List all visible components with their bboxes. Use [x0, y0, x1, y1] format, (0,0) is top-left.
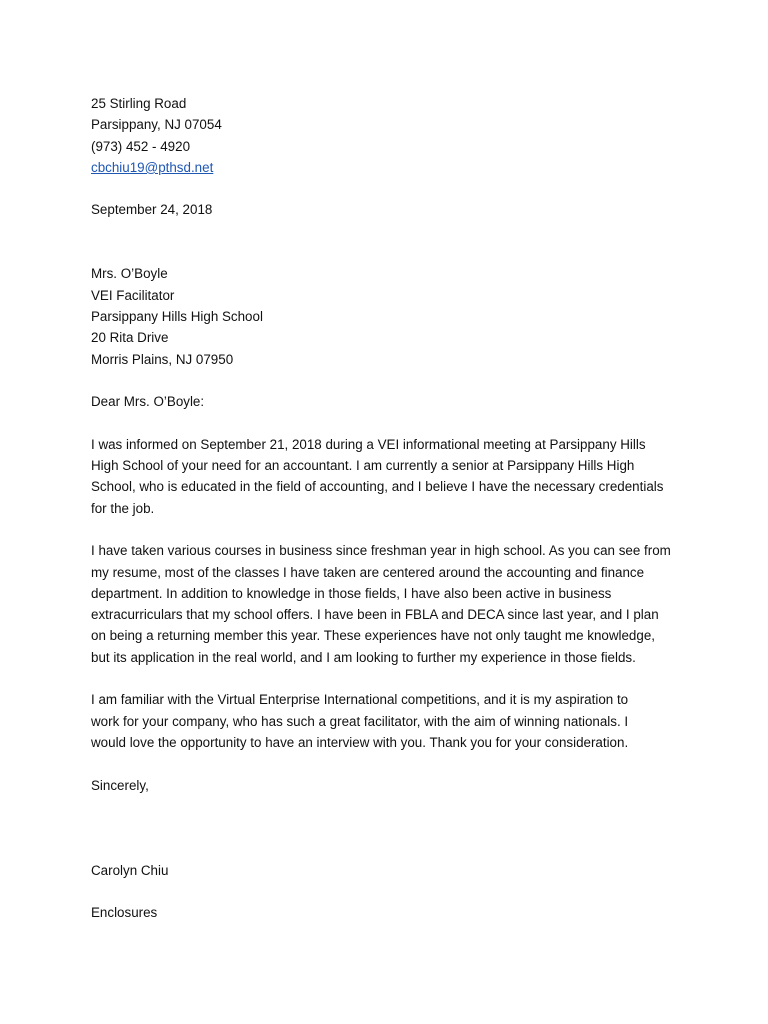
salutation: Dear Mrs. O’Boyle:	[91, 394, 205, 410]
paragraph-line: would love the opportunity to have an interview with you. Thank you for your consideration.	[91, 734, 629, 750]
recipient-name: Mrs. O’Boyle	[91, 266, 168, 282]
paragraph-line: I am familiar with the Virtual Enterprise International competitions, and it is my aspiration to	[91, 692, 629, 708]
recipient-title: VEI Facilitator	[91, 287, 175, 303]
sender-street: 25 Stirling Road	[91, 96, 187, 111]
paragraph-line: extracurriculars that my school offers. I have been in FBLA and DECA since last year, and I plan	[91, 607, 659, 623]
paragraph-line: but its application in the real world, and I am looking to further my experience in those fields.	[91, 649, 636, 665]
recipient-organization: Parsippany Hills High School	[91, 308, 263, 324]
body-paragraph-2	[91, 540, 691, 668]
paragraph-line: I was informed on September 21, 2018 during a VEI informational meeting at Parsippany Hills	[91, 436, 646, 452]
paragraph-line: my resume, most of the classes I have taken are centered around the accounting and finance	[91, 564, 645, 580]
body-paragraph-3	[91, 689, 691, 753]
paragraph-line: for the job.	[91, 500, 155, 516]
paragraph-line: I have taken various courses in business since freshman year in high school. As you can see from	[91, 543, 671, 559]
paragraph-line: department. In addition to knowledge in those fields, I have also been active in business	[91, 585, 612, 601]
body-paragraph-1	[91, 434, 691, 519]
letter-date: September 24, 2018	[91, 202, 213, 218]
paragraph-line: School, who is educated in the field of accounting, and I believe I have the necessary credentials	[91, 479, 664, 495]
paragraph-line: on being a returning member this year. These experiences have not only taught me knowledge,	[91, 628, 655, 644]
closing: Sincerely,	[91, 777, 149, 793]
cover-letter	[91, 93, 691, 924]
sender-city-state-zip: Parsippany, NJ 07054	[91, 117, 222, 133]
signature-name: Carolyn Chiu	[91, 862, 169, 878]
recipient-address-block	[91, 263, 691, 369]
sender-address-block	[91, 93, 691, 178]
paragraph-line: High School of your need for an accountant. I am currently a senior at Parsippany Hills High	[91, 458, 635, 474]
enclosures-note: Enclosures	[91, 905, 158, 921]
sender-email-link[interactable]: cbchiu19@pthsd.net	[91, 159, 214, 175]
recipient-city-state-zip: Morris Plains, NJ 07950	[91, 351, 234, 367]
sender-phone: (973) 452 - 4920	[91, 138, 191, 154]
paragraph-line: work for your company, who has such a great facilitator, with the aim of winning nationals. I	[91, 713, 629, 729]
recipient-street: 20 Rita Drive	[91, 330, 169, 346]
